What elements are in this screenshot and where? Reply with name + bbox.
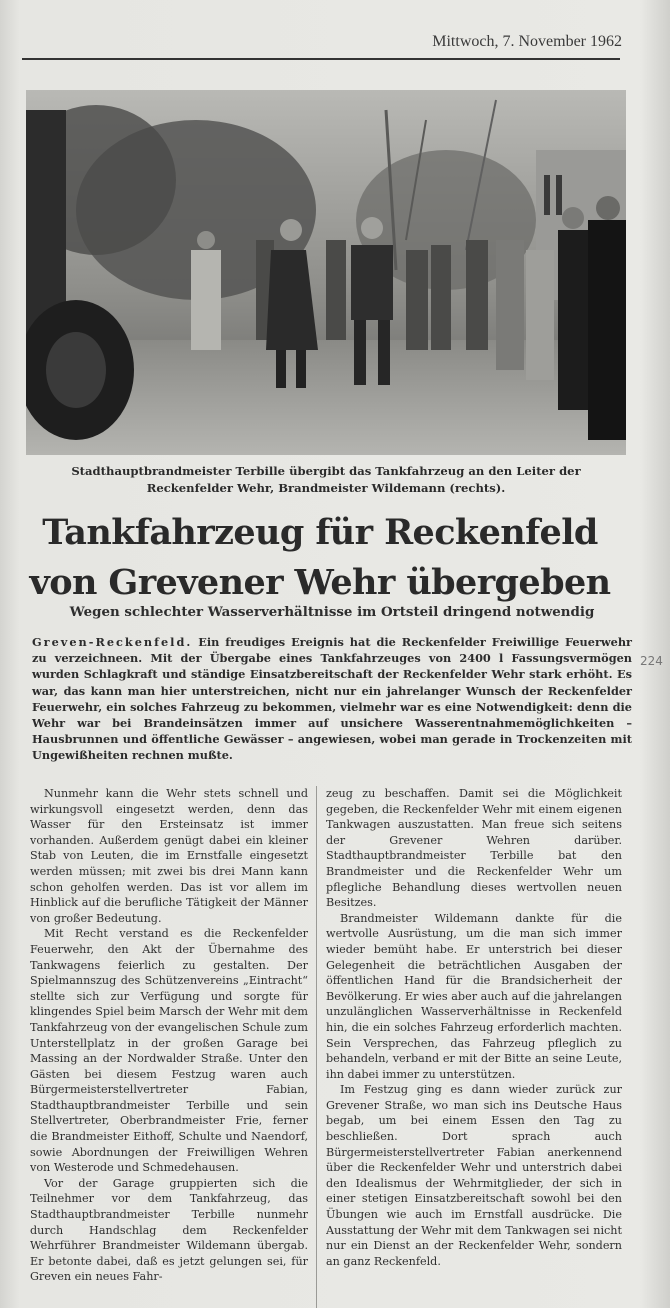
subheadline: Wegen schlechter Wasserverhältnisse im Ortsteil dringend notwendig bbox=[69, 604, 595, 620]
photo-caption bbox=[20, 463, 632, 497]
article-column-left bbox=[30, 786, 308, 1308]
left-paragraph-3: Vor der Garage gruppierten sich die Teilnehmer vor dem Tankfahrzeug, das Stadthauptbrandmeister Terbille nunmehr durch Handschlag dem Reckenfelder Wehrführer Brandmeister Wildemann übergab. Er betonte dabei, daß es jetzt gelungen sei, für Greven ein neues Fahr- bbox=[30, 1176, 308, 1284]
margin-handwritten-note: 224 bbox=[640, 654, 663, 668]
photo-caption-line-1: Stadthauptbrandmeister Terbille übergibt das Tankfahrzeug an den Leiter der bbox=[71, 464, 581, 478]
headline-line-1: Tankfahrzeug für Reckenfeld bbox=[42, 512, 598, 553]
right-paragraph-2: Brandmeister Wildemann dankte für die wertvolle Ausrüstung, um die man sich immer wieder bemüht habe. Er unterstrich bei dieser Gelegenheit die beträchtlichen Ausgaben der öffentlichen Hand für die Brandsicherheit der Bevölkerung. Er wies aber auch auf die jahrelangen unzulänglichen Wasserverhältnisse in Reckenfeld hin, die ein solches Fahrzeug erforderlich machten. Sein Versprechen, das Fahrzeug pfleglich zu behandeln, verband er mit der Bitte an seine Leute, ihn dabei immer zu unterstützen. bbox=[326, 911, 622, 1081]
left-paragraph-2: Mit Recht verstand es die Reckenfelder Feuerwehr, den Akt der Übernahme des Tankwagens feierlich zu gestalten. Der Spielmannszug des Schützenvereins „Eintracht“ stellte sich zur Verfügung und sorgte für klingendes Spiel beim Marsch der Wehr mit dem Tankfahrzeug von der evangelischen Schule zum Unterstellplatz in der großen Garage bei Massing an der Nordwalder Straße. Unter den Gästen bei diesem Festzug waren auch Bürgermeisterstellvertreter Fabian, Stadthauptbrandmeister Terbille und sein Stellvertreter, Oberbrandmeister Frie, ferner die Brandmeister Eithoff, Schulte und Naendorf, sowie Abordnungen der Freiwilligen Wehren von Westerode und Schmedehausen. bbox=[30, 927, 308, 1175]
lead-text: Ein freudiges Ereignis hat die Reckenfelder Freiwillige Feuerwehr zu verzeichneen. Mit der Übergabe eines Tankfahrzeuges von 2400 l Fassungsvermögen wurden Schlagkraft und ständige Einsatzbereitschaft der Reckenfelder Wehr stark erhöht. Es war, das kann man hier unterstreichen, nicht nur ein jahrelanger Wunsch der Reckenfelder Feuerwehr, ein solches Fahrzeug zu bekommen, vielmehr war es eine Notwendigkeit: denn die Wehr war bei Brandeinsätzen immer auf unsichere Wasserentnahmemöglichkeiten – Hausbrunnen und öffentliche Gewässer – angewiesen, wobei man gerade in Trockenzeiten mit Ungewißheiten rechnen mußte. bbox=[32, 635, 632, 763]
dateline: Mittwoch, 7. November 1962 bbox=[432, 33, 622, 50]
column-divider bbox=[316, 786, 317, 1308]
lead-paragraph bbox=[32, 634, 632, 764]
photo-illustration bbox=[26, 90, 626, 455]
right-paragraph-3: Im Festzug ging es dann wieder zurück zur Grevener Straße, wo man sich ins Deutsche Haus begab, um bei einem Essen den Tag zu beschließen. Dort sprach auch Bürgermeisterstellvertreter Fabian anerkennend über die Reckenfelder Wehr und unterstrich dabei den Idealismus der Wehrmitglieder, der sich in einer stetigen Einsatzbereitschaft sowohl bei den Übungen wie auch im Ernstfall ausdrücke. Die Ausstattung der Wehr mit dem Tankwagen sei nicht nur ein Dienst an der Reckenfelder Wehr, sondern an ganz Reckenfeld. bbox=[326, 1083, 622, 1268]
right-paragraph-1: zeug zu beschaffen. Damit sei die Möglichkeit gegeben, die Reckenfelder Wehr mit einem eigenen Tankwagen auszustatten. Man freue sich seitens der Grevener Wehren darüber. Stadthauptbrandmeister Terbille bat den Brandmeister und die Reckenfelder Wehr um pflegliche Behandlung dieses wertvollen neuen Besitzes. bbox=[326, 787, 622, 910]
headline-line-2: von Grevener Wehr übergeben bbox=[29, 562, 611, 603]
left-paragraph-1: Nunmehr kann die Wehr stets schnell und wirkungsvoll eingesetzt werden, denn das Wasser für den Ersteinsatz ist immer vorhanden. Außerdem genügt dabei ein kleiner Stab von Leuten, die im Ernstfalle eingesetzt werden müssen; mit zwei bis drei Mann kann schon geholfen werden. Das ist vor allem im Hinblick auf die berufliche Tätigkeit der Männer von großer Bedeutung. bbox=[30, 787, 308, 925]
lead-dateline-place: Greven-Reckenfeld. bbox=[32, 635, 193, 649]
headline bbox=[0, 508, 640, 608]
header-rule bbox=[22, 58, 620, 60]
article-photo bbox=[26, 90, 626, 455]
article-column-right bbox=[326, 786, 622, 1308]
photo-caption-line-2: Reckenfelder Wehr, Brandmeister Wildemann (rechts). bbox=[146, 481, 506, 495]
